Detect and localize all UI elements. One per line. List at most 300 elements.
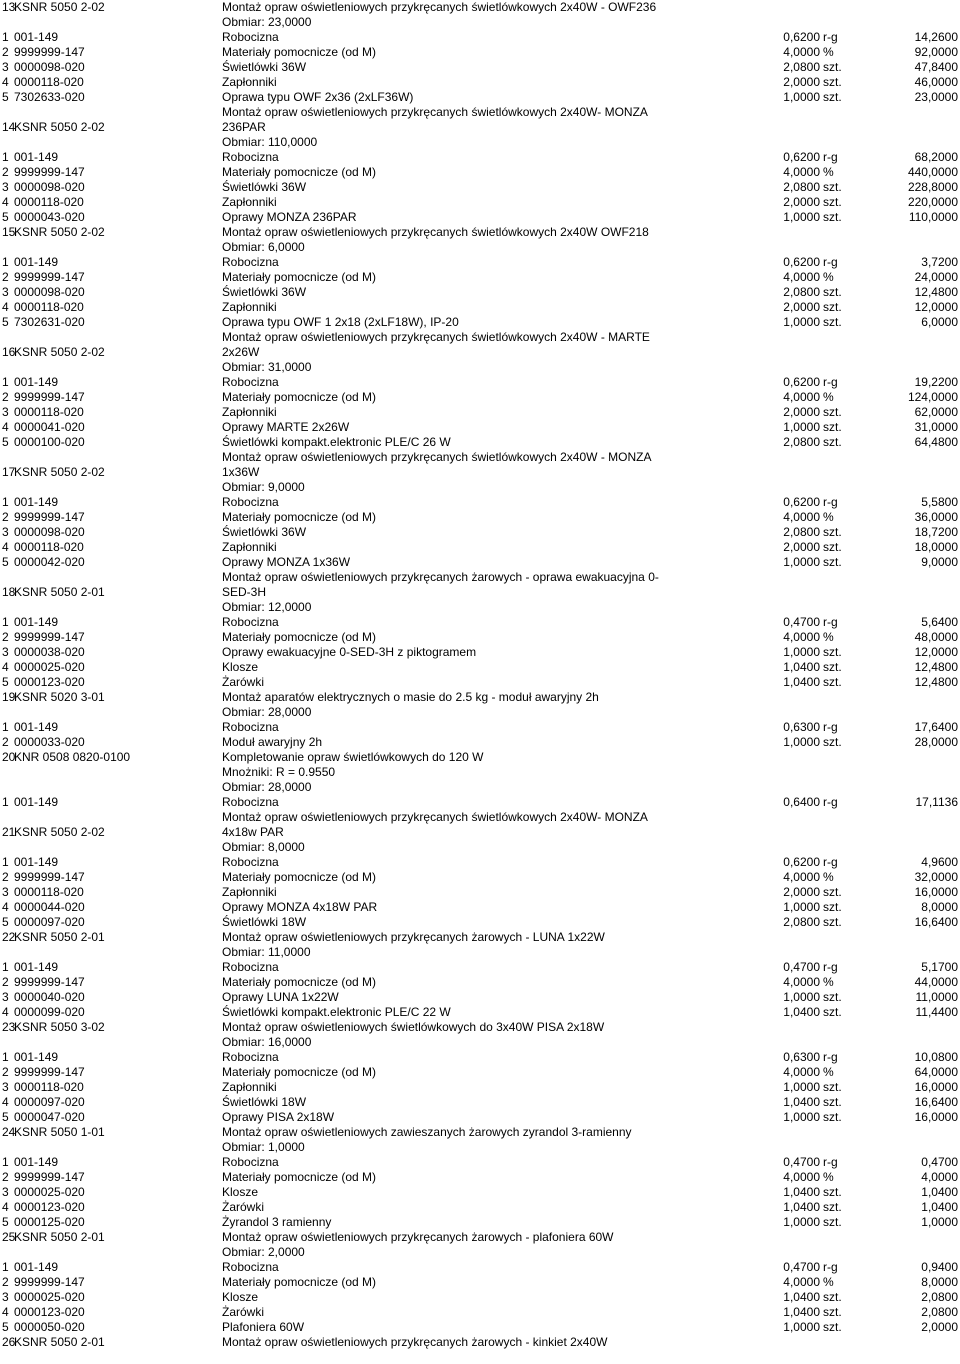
row-number: 5 [2,915,9,929]
unit: szt. [823,60,842,74]
item-quantity [0,600,960,615]
total-quantity: 5,1700 [921,960,958,974]
item-title-line [0,810,960,825]
item-code: KSNR 5050 2-01 [14,1335,105,1349]
item-header [0,750,960,765]
total-quantity: 31,0000 [914,420,958,434]
resource-row [0,150,960,165]
row-number: 5 [2,1320,9,1334]
obmiar-label: Obmiar: 8,0000 [222,840,305,854]
item-number: 20 [2,750,16,764]
resource-name: Materiały pomocnicze (od M) [222,390,377,404]
norm-quantity: 0,6200 [783,855,820,869]
unit: szt. [823,735,842,749]
resource-code: 001-149 [14,720,59,734]
norm-quantity: 0,6200 [783,495,820,509]
item-number: 21 [2,825,16,839]
item-header [0,690,960,705]
item-header [0,825,960,840]
resource-row [0,615,960,630]
resource-row [0,195,960,210]
resource-name: Robocizna [222,795,279,809]
resource-code: 0000098-020 [14,60,85,74]
norm-quantity: 4,0000 [783,45,820,59]
row-number: 2 [2,165,9,179]
resource-code: 001-149 [14,495,59,509]
resource-code: 0000097-020 [14,1095,85,1109]
resource-row [0,1290,960,1305]
resource-name: Klosze [222,1185,259,1199]
item-header [0,0,960,15]
resource-code: 9999999-147 [14,870,85,884]
row-number: 1 [2,1155,9,1169]
resource-row [0,630,960,645]
norm-quantity: 1,0000 [783,420,820,434]
row-number: 3 [2,285,9,299]
resource-name: Oprawa typu OWF 2x36 (2xLF36W) [222,90,414,104]
unit: % [823,270,834,284]
unit: szt. [823,1290,842,1304]
unit: r-g [823,495,838,509]
norm-quantity: 1,0400 [783,1005,820,1019]
norm-quantity: 1,0400 [783,1095,820,1109]
resource-row [0,1320,960,1335]
unit: szt. [823,300,842,314]
resource-code: 0000118-020 [14,540,84,554]
resource-code: 0000123-020 [14,1200,85,1214]
norm-quantity: 0,6200 [783,255,820,269]
item-code: KSNR 5050 2-01 [14,930,105,944]
item-header [0,1125,960,1140]
item-code: KSNR 5050 2-02 [14,345,105,359]
total-quantity: 2,0800 [921,1290,958,1304]
item-title: Montaż opraw oświetleniowych przykręcanych żarowych - kinkiet 2x40W [222,1335,608,1349]
obmiar-label: Obmiar: 31,0000 [222,360,312,374]
total-quantity: 5,5800 [921,495,958,509]
resource-name: Klosze [222,660,259,674]
unit: % [823,870,834,884]
item-code: KSNR 5050 2-02 [14,120,105,134]
resource-row [0,1155,960,1170]
resource-name: Zapłonniki [222,195,277,209]
resource-row [0,795,960,810]
total-quantity: 0,9400 [921,1260,958,1274]
unit: r-g [823,720,838,734]
resource-name: Oprawy MONZA 1x36W [222,555,351,569]
resource-code: 0000044-020 [14,900,85,914]
row-number: 1 [2,30,9,44]
resource-row [0,1185,960,1200]
total-quantity: 44,0000 [914,975,958,989]
resource-row [0,1275,960,1290]
resource-row [0,270,960,285]
resource-row [0,90,960,105]
norm-quantity: 2,0800 [783,285,820,299]
total-quantity: 11,0000 [915,990,958,1004]
total-quantity: 64,4800 [914,435,958,449]
row-number: 2 [2,1065,9,1079]
resource-name: Materiały pomocnicze (od M) [222,870,377,884]
unit: szt. [823,1185,842,1199]
item-quantity [0,840,960,855]
norm-quantity: 1,0000 [783,1110,820,1124]
unit: szt. [823,1095,842,1109]
obmiar-label: Obmiar: 16,0000 [222,1035,312,1049]
resource-row [0,540,960,555]
resource-name: Oprawy LUNA 1x22W [222,990,339,1004]
norm-quantity: 0,6300 [783,1050,820,1064]
unit: szt. [823,1080,842,1094]
resource-name: Oprawy MONZA 236PAR [222,210,357,224]
resource-name: Świetlówki 18W [222,1095,307,1109]
norm-quantity: 0,6200 [783,30,820,44]
resource-name: Materiały pomocnicze (od M) [222,630,377,644]
resource-name: Zapłonniki [222,75,277,89]
resource-name: Oprawy MONZA 4x18W PAR [222,900,378,914]
resource-code: 0000038-020 [14,645,85,659]
item-title-line [0,105,960,120]
item-header [0,585,960,600]
item-number: 22 [2,930,16,944]
norm-quantity: 4,0000 [783,270,820,284]
total-quantity: 16,0000 [914,885,958,899]
norm-quantity: 4,0000 [783,1275,820,1289]
resource-code: 9999999-147 [14,390,85,404]
norm-quantity: 0,6400 [783,795,820,809]
resource-code: 0000025-020 [14,1185,85,1199]
unit: % [823,510,834,524]
row-number: 4 [2,660,9,674]
resource-name: Klosze [222,1290,259,1304]
row-number: 1 [2,615,9,629]
resource-code: 9999999-147 [14,510,85,524]
item-header [0,1230,960,1245]
item-quantity [0,240,960,255]
resource-row [0,285,960,300]
row-number: 1 [2,150,9,164]
row-number: 2 [2,1170,9,1184]
resource-name: Robocizna [222,1260,279,1274]
resource-name: Robocizna [222,30,279,44]
resource-row [0,390,960,405]
item-header [0,225,960,240]
resource-code: 0000041-020 [14,420,85,434]
item-quantity [0,1245,960,1260]
item-quantity [0,1035,960,1050]
resource-code: 0000025-020 [14,660,85,674]
resource-row [0,1080,960,1095]
total-quantity: 4,9600 [921,855,958,869]
resource-row [0,1005,960,1020]
resource-row [0,165,960,180]
unit: szt. [823,210,842,224]
item-quantity [0,480,960,495]
total-quantity: 1,0000 [921,1215,958,1229]
unit: szt. [823,1110,842,1124]
norm-quantity: 1,0000 [783,990,820,1004]
resource-row [0,255,960,270]
row-number: 2 [2,45,9,59]
resource-code: 0000125-020 [14,1215,85,1229]
resource-code: 0000118-020 [14,300,84,314]
resource-code: 001-149 [14,255,59,269]
norm-quantity: 1,0400 [783,1185,820,1199]
norm-quantity: 2,0800 [783,915,820,929]
row-number: 1 [2,960,9,974]
row-number: 3 [2,885,9,899]
resource-row [0,660,960,675]
unit: szt. [823,420,842,434]
unit: r-g [823,960,838,974]
total-quantity: 16,0000 [914,1080,958,1094]
resource-code: 9999999-147 [14,45,85,59]
unit: szt. [823,915,842,929]
item-number: 23 [2,1020,16,1034]
norm-quantity: 2,0000 [783,195,820,209]
total-quantity: 16,6400 [914,915,958,929]
total-quantity: 6,0000 [921,315,958,329]
resource-code: 001-149 [14,375,59,389]
resource-code: 0000123-020 [14,1305,85,1319]
unit: szt. [823,900,842,914]
norm-quantity: 4,0000 [783,870,820,884]
resource-name: Oprawy MARTE 2x26W [222,420,350,434]
item-number: 14 [2,120,16,134]
unit: szt. [823,660,842,674]
resource-row [0,960,960,975]
obmiar-label: Obmiar: 28,0000 [222,780,312,794]
item-quantity [0,1140,960,1155]
unit: szt. [823,885,842,899]
row-number: 2 [2,975,9,989]
row-number: 1 [2,795,9,809]
norm-quantity: 0,4700 [783,960,820,974]
unit: r-g [823,615,838,629]
norm-quantity: 4,0000 [783,510,820,524]
unit: r-g [823,1050,838,1064]
item-title-line [0,570,960,585]
item-title: 2x26W [222,345,260,359]
item-quantity [0,780,960,795]
resource-code: 001-149 [14,855,59,869]
resource-row [0,525,960,540]
resource-code: 0000042-020 [14,555,85,569]
total-quantity: 2,0800 [921,1305,958,1319]
unit: % [823,390,834,404]
unit: % [823,1065,834,1079]
resource-name: Świetlówki kompakt.elektronic PLE/C 22 W [222,1005,451,1019]
unit: r-g [823,30,838,44]
total-quantity: 18,7200 [914,525,958,539]
item-code: KSNR 5050 3-02 [14,1020,105,1034]
resource-name: Zapłonniki [222,405,277,419]
row-number: 4 [2,300,9,314]
resource-code: 0000118-020 [14,75,84,89]
row-number: 5 [2,435,9,449]
row-number: 4 [2,540,9,554]
norm-quantity: 0,6200 [783,150,820,164]
resource-name: Robocizna [222,150,279,164]
resource-row [0,555,960,570]
norm-quantity: 2,0000 [783,75,820,89]
item-title: Montaż opraw oświetleniowych przykręcanych świetlówkowych 2x40W- MONZA [222,105,648,119]
total-quantity: 12,4800 [914,285,958,299]
resource-code: 9999999-147 [14,1170,85,1184]
unit: szt. [823,90,842,104]
total-quantity: 8,0000 [921,1275,958,1289]
resource-row [0,990,960,1005]
total-quantity: 2,0000 [921,1320,958,1334]
total-quantity: 440,0000 [907,165,958,179]
total-quantity: 10,0800 [914,1050,958,1064]
resource-code: 0000118-020 [14,405,84,419]
row-number: 3 [2,180,9,194]
resource-name: Oprawy PISA 2x18W [222,1110,335,1124]
unit: szt. [823,990,842,1004]
resource-name: Robocizna [222,615,279,629]
norm-quantity: 2,0800 [783,525,820,539]
resource-name: Materiały pomocnicze (od M) [222,1170,377,1184]
total-quantity: 3,7200 [921,255,958,269]
resource-row [0,975,960,990]
unit: szt. [823,645,842,659]
resource-code: 0000118-020 [14,1080,84,1094]
item-code: KSNR 5050 2-01 [14,1230,105,1244]
unit: r-g [823,1155,838,1169]
item-title: 236PAR [222,120,266,134]
unit: szt. [823,1200,842,1214]
resource-row [0,1050,960,1065]
item-header [0,930,960,945]
resource-row [0,420,960,435]
item-title: Montaż opraw oświetleniowych przykręcanych świetlówkowych 2x40W OWF218 [222,225,649,239]
obmiar-label: Obmiar: 28,0000 [222,705,312,719]
row-number: 3 [2,1080,9,1094]
norm-quantity: 0,6200 [783,375,820,389]
norm-quantity: 1,0400 [783,660,820,674]
row-number: 4 [2,75,9,89]
resource-row [0,375,960,390]
norm-quantity: 4,0000 [783,975,820,989]
resource-name: Świetlówki 36W [222,180,307,194]
obmiar-label: Obmiar: 6,0000 [222,240,305,254]
norm-quantity: 2,0800 [783,180,820,194]
item-title: Montaż opraw oświetleniowych przykręcanych żarowych - plafoniera 60W [222,1230,614,1244]
resource-row [0,900,960,915]
norm-quantity: 1,0400 [783,675,820,689]
resource-name: Zapłonniki [222,300,277,314]
total-quantity: 5,6400 [921,615,958,629]
item-header [0,1335,960,1350]
resource-row [0,885,960,900]
item-code: KSNR 5050 2-02 [14,465,105,479]
resource-name: Robocizna [222,1050,279,1064]
total-quantity: 11,4400 [915,1005,958,1019]
row-number: 5 [2,1215,9,1229]
item-title: Kompletowanie opraw świetlówkowych do 120 W [222,750,484,764]
item-header [0,120,960,135]
total-quantity: 68,2000 [914,150,958,164]
resource-row [0,1095,960,1110]
resource-name: Materiały pomocnicze (od M) [222,975,377,989]
resource-name: Żarówki [222,1200,265,1214]
resource-row [0,30,960,45]
row-number: 5 [2,1110,9,1124]
row-number: 5 [2,675,9,689]
resource-name: Robocizna [222,720,279,734]
norm-quantity: 1,0000 [783,1080,820,1094]
total-quantity: 24,0000 [914,270,958,284]
norm-quantity: 2,0000 [783,540,820,554]
resource-name: Materiały pomocnicze (od M) [222,1065,377,1079]
norm-quantity: 0,6300 [783,720,820,734]
resource-name: Robocizna [222,255,279,269]
resource-row [0,435,960,450]
resource-row [0,1215,960,1230]
row-number: 2 [2,510,9,524]
unit: szt. [823,555,842,569]
total-quantity: 8,0000 [921,900,958,914]
total-quantity: 16,0000 [914,1110,958,1124]
total-quantity: 12,0000 [914,645,958,659]
total-quantity: 64,0000 [914,1065,958,1079]
resource-row [0,45,960,60]
resource-code: 9999999-147 [14,1065,85,1079]
row-number: 3 [2,1185,9,1199]
obmiar-label: Obmiar: 9,0000 [222,480,305,494]
item-title-line [0,330,960,345]
total-quantity: 36,0000 [914,510,958,524]
resource-row [0,1260,960,1275]
resource-code: 001-149 [14,30,59,44]
resource-name: Świetlówki kompakt.elektronic PLE/C 26 W [222,435,451,449]
resource-code: 9999999-147 [14,1275,85,1289]
resource-row [0,510,960,525]
unit: szt. [823,1215,842,1229]
resource-name: Świetlówki 36W [222,60,307,74]
norm-quantity: 1,0000 [783,555,820,569]
resource-row [0,1170,960,1185]
item-code: KSNR 5050 2-02 [14,225,105,239]
resource-row [0,720,960,735]
unit: % [823,1170,834,1184]
item-number: 25 [2,1230,16,1244]
resource-code: 0000118-020 [14,885,84,899]
resource-name: Świetlówki 18W [222,915,307,929]
resource-code: 0000025-020 [14,1290,85,1304]
norm-quantity: 1,0400 [783,1200,820,1214]
resource-code: 0000050-020 [14,1320,85,1334]
norm-quantity: 4,0000 [783,390,820,404]
row-number: 2 [2,630,9,644]
resource-code: 7302633-020 [14,90,85,104]
norm-quantity: 1,0400 [783,1305,820,1319]
item-number: 15 [2,225,16,239]
item-title: Montaż opraw oświetleniowych świetlówkowych do 3x40W PISA 2x18W [222,1020,605,1034]
row-number: 1 [2,495,9,509]
row-number: 5 [2,210,9,224]
total-quantity: 0,4700 [921,1155,958,1169]
resource-row [0,1065,960,1080]
total-quantity: 12,4800 [914,675,958,689]
resource-name: Robocizna [222,495,279,509]
row-number: 2 [2,1275,9,1289]
item-title: Montaż opraw oświetleniowych przykręcanych świetlówkowych 2x40W - MARTE [222,330,650,344]
resource-code: 0000040-020 [14,990,85,1004]
row-number: 3 [2,405,9,419]
item-multiplier [0,765,960,780]
item-number: 17 [2,465,16,479]
